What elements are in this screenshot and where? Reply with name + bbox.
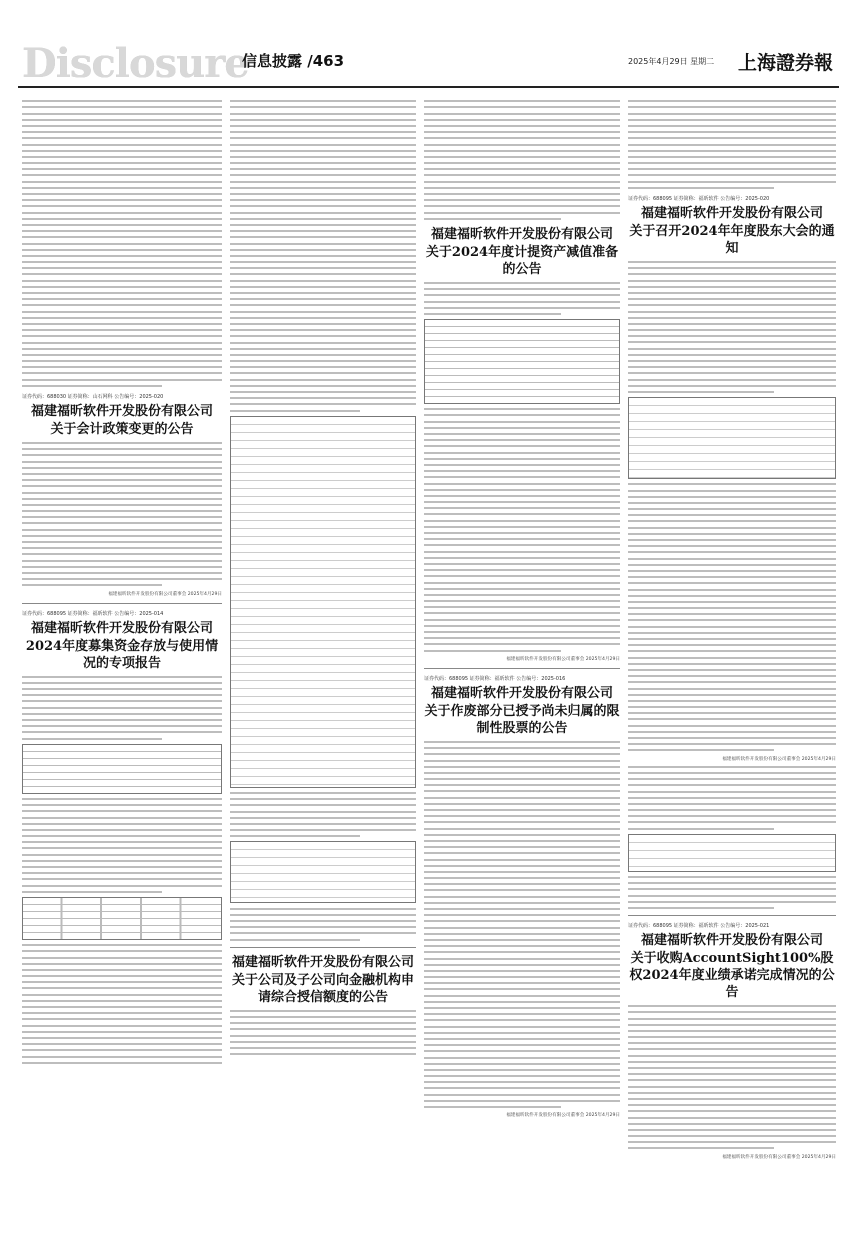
notice-meta: 证券代码：688095 证券简称：福昕软件 公告编号：2025-014 [22, 610, 164, 617]
fund-usage-table [230, 416, 416, 788]
data-table [22, 897, 222, 940]
notice-impairment [424, 226, 620, 662]
masthead-rule [18, 86, 839, 88]
notice-signature: 福建福昕软件开发股份有限公司董事会 2025年4月29日 [108, 591, 222, 597]
notice-accounting-policy [22, 393, 222, 597]
notice-fund-report [22, 610, 222, 1064]
notice-subject: 关于会计政策变更的公告 [50, 421, 194, 437]
notice-company: 福建福昕软件开发股份有限公司 [30, 620, 213, 636]
notice-company: 福建福昕软件开发股份有限公司 [430, 226, 613, 242]
column-3 [424, 96, 620, 1246]
column-2 [230, 96, 416, 1246]
impairment-table [424, 319, 620, 404]
issue-date: 2025年4月29日 星期二 [628, 57, 715, 66]
notice-subject: 关于公司及子公司向金融机构申请综合授信额度的公告 [231, 972, 414, 1005]
data-table [230, 841, 416, 903]
section-title: 信息披露 /463 [242, 52, 345, 70]
newspaper-logo: 上海證券報 [738, 52, 834, 74]
column-1 [22, 96, 222, 1246]
notice-meta: 证券代码：688030 证券简称：山石网科 公告编号：2025-020 [22, 393, 164, 400]
notice-meta: 证券代码：688095 证券简称：福昕软件 公告编号：2025-016 [424, 675, 566, 682]
notice-credit-line [230, 954, 416, 1056]
section-wordmark: Disclosure [22, 40, 249, 87]
notice-company: 福建福昕软件开发股份有限公司 [231, 954, 414, 970]
proxy-form-table [628, 834, 836, 872]
notice-subject: 2024年度募集资金存放与使用情况的专项报告 [25, 638, 219, 671]
notice-signature: 福建福昕软件开发股份有限公司董事会 2025年4月29日 [722, 1154, 836, 1160]
agm-proposals-table [628, 397, 836, 479]
notice-subject: 关于收购AccountSight100%股权2024年度业绩承诺完成情况的公告 [629, 950, 835, 1000]
notice-agm [628, 195, 836, 909]
notice-subject: 关于作废部分已授予尚未归属的限制性股票的公告 [424, 703, 620, 736]
masthead [0, 0, 857, 88]
notice-signature: 福建福昕软件开发股份有限公司董事会 2025年4月29日 [722, 756, 836, 762]
notice-subject: 关于召开2024年年度股东大会的通知 [629, 223, 835, 256]
notice-meta: 证券代码：688095 证券简称：福昕软件 公告编号：2025-021 [628, 922, 770, 929]
notice-accountsight [628, 922, 836, 1160]
notice-signature: 福建福昕软件开发股份有限公司董事会 2025年4月29日 [506, 656, 620, 662]
notice-restricted-stock [424, 675, 620, 1118]
notice-company: 福建福昕软件开发股份有限公司 [30, 403, 213, 419]
body-text [22, 100, 222, 387]
notice-signature: 福建福昕软件开发股份有限公司董事会 2025年4月29日 [506, 1113, 620, 1119]
data-table [22, 744, 222, 794]
notice-company: 福建福昕软件开发股份有限公司 [640, 205, 823, 221]
notice-subject: 关于2024年度计提资产减值准备的公告 [425, 244, 619, 277]
notice-meta: 证券代码：688095 证券简称：福昕软件 公告编号：2025-020 [628, 195, 770, 202]
notice-company: 福建福昕软件开发股份有限公司 [640, 932, 823, 948]
column-4 [628, 96, 836, 1246]
notice-company: 福建福昕软件开发股份有限公司 [430, 685, 613, 701]
